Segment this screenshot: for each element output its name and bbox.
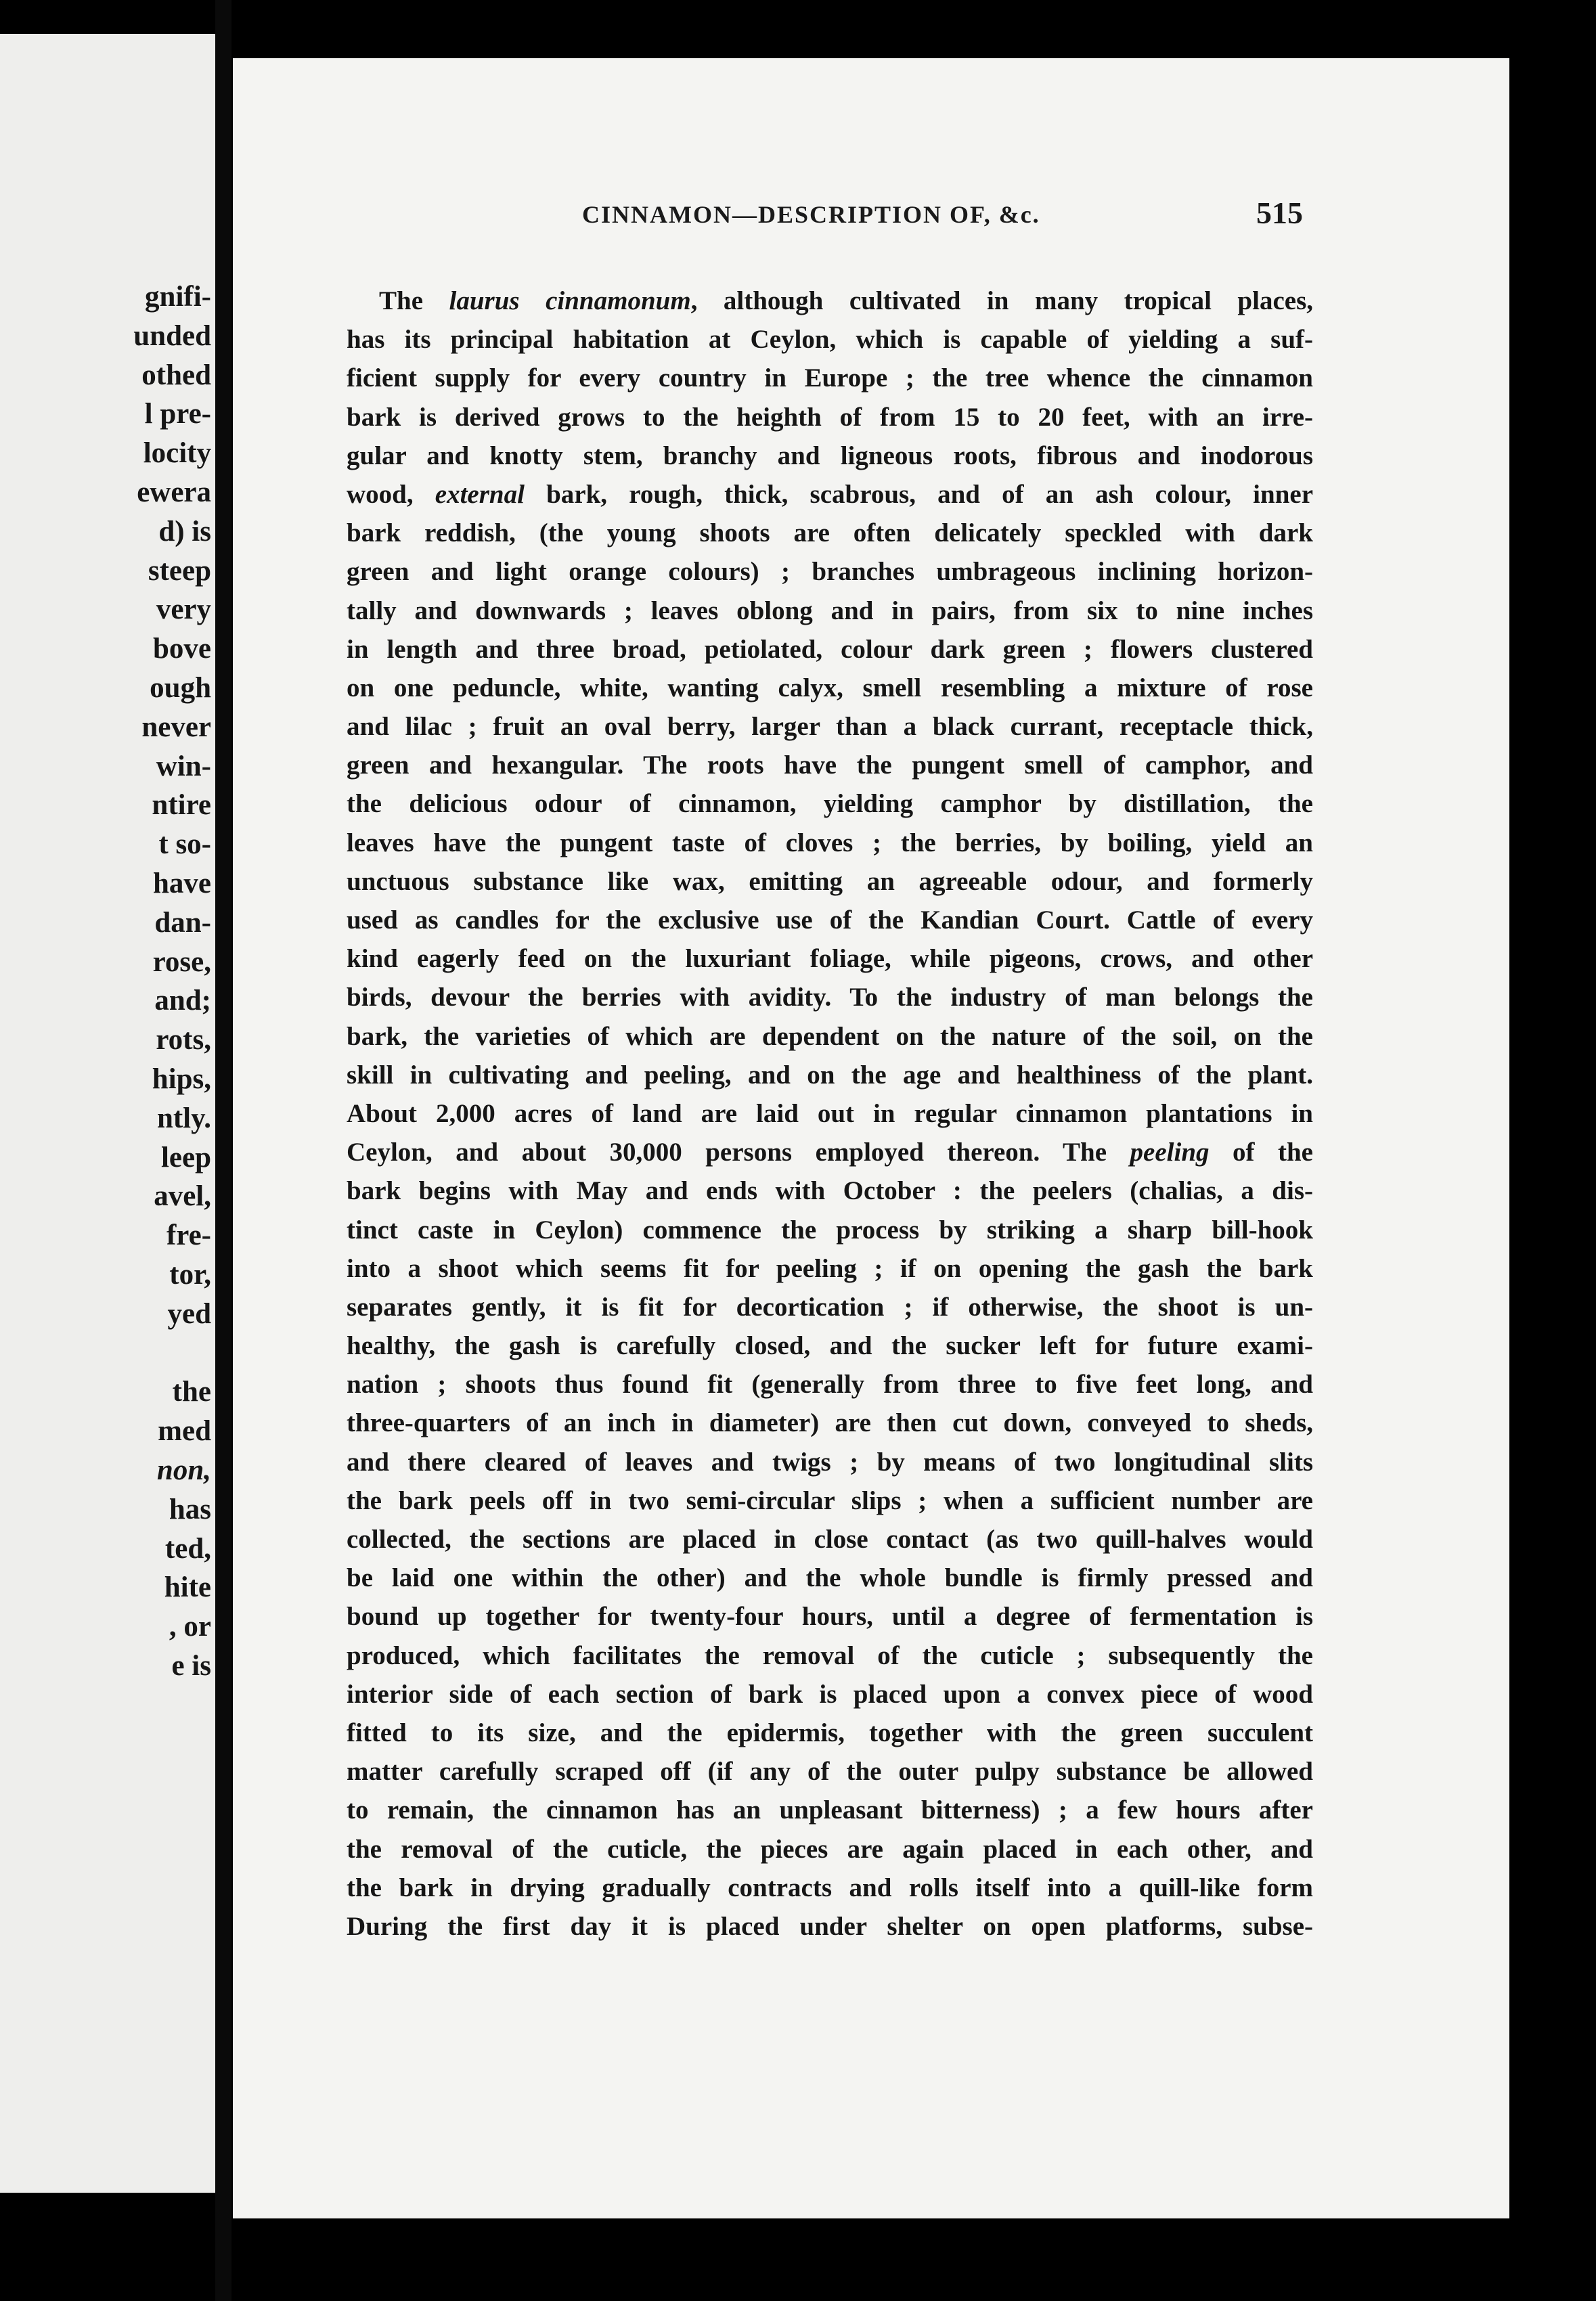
text-line — [347, 1017, 1313, 1056]
text-segment: of the — [1209, 1138, 1313, 1167]
left-page-fragment: leep — [160, 1141, 211, 1174]
text-segment: matter carefully scraped off (if any of the outer pulpy substance be allowed — [347, 1757, 1313, 1787]
text-segment: bark, rough, thick, scabrous, and of an ash colour, inner — [524, 479, 1313, 509]
left-page-fragment: have — [153, 867, 211, 899]
text-line — [347, 1211, 1313, 1249]
text-line — [347, 1133, 1313, 1171]
text-line — [347, 398, 1313, 437]
text-line — [347, 1791, 1313, 1829]
text-segment: leaves have the pungent taste of cloves ; the berries, by boiling, yield an — [347, 828, 1313, 857]
text-line — [347, 1520, 1313, 1559]
left-page-fragment: ntly. — [156, 1102, 211, 1134]
text-line — [347, 1869, 1313, 1907]
text-segment: collected, the sections are placed in close contact (as two quill-halves would — [347, 1525, 1313, 1554]
left-page-fragment: othed — [141, 359, 211, 391]
text-segment: fitted to its size, and the epidermis, together with the green succulent — [347, 1718, 1313, 1747]
text-line — [347, 320, 1313, 359]
text-line — [347, 746, 1313, 784]
left-page-fragment: ewera — [137, 476, 211, 508]
text-segment: and there cleared of leaves and twigs ; by means of two longitudinal slits — [347, 1447, 1313, 1477]
text-segment: interior side of each section of bark is placed upon a convex piece of wood — [347, 1679, 1313, 1709]
text-line — [347, 552, 1313, 591]
text-line — [347, 1752, 1313, 1791]
left-page-fragment: gnifi- — [145, 281, 211, 313]
text-line — [347, 359, 1313, 397]
text-segment: three-quarters of an inch in diameter) are then cut down, conveyed to sheds, — [347, 1408, 1313, 1438]
text-line — [347, 1830, 1313, 1869]
text-line — [347, 1404, 1313, 1442]
left-page-fragment: never — [141, 711, 211, 743]
left-page-fragment — [133, 1334, 211, 1373]
text-line — [347, 437, 1313, 475]
text-line — [347, 1597, 1313, 1636]
left-page-fragment: tor, — [169, 1258, 211, 1291]
text-segment: used as candles for the exclusive use of the Kandian Court. Cattle of every — [347, 906, 1313, 935]
left-page-fragment: and; — [154, 985, 211, 1017]
italic-term: external — [435, 479, 525, 509]
text-segment: bound up together for twenty-four hours, until a degree of fermentation is — [347, 1602, 1313, 1632]
text-segment: Ceylon, and about 30,000 persons employed thereon. The — [347, 1138, 1130, 1167]
text-segment: separates gently, it is fit for decortication ; if otherwise, the shoot is un- — [347, 1292, 1313, 1322]
left-page-fragment: rose, — [152, 945, 211, 978]
text-segment: During the first day it is placed under shelter on open platforms, subse- — [347, 1911, 1313, 1941]
text-segment: nation ; shoots thus found fit (generally from three to five feet long, and — [347, 1370, 1313, 1400]
text-segment: bark reddish, (the young shoots are often delicately speckled with dark — [347, 518, 1313, 548]
text-line — [347, 1714, 1313, 1752]
text-line — [347, 1094, 1313, 1133]
text-segment: the bark peels off in two semi-circular slips ; when a sufficient number are — [347, 1485, 1313, 1515]
left-page-fragment: fre- — [166, 1220, 211, 1252]
text-line — [347, 1249, 1313, 1288]
running-head: CINNAMON—DESCRIPTION OF, &c. — [582, 201, 1040, 228]
text-line — [347, 669, 1313, 707]
text-segment: into a shoot which seems fit for peeling ; if on opening the gash the bark — [347, 1253, 1313, 1283]
text-segment: bark begins with May and ends with October : the peelers (chalias, a dis- — [347, 1176, 1313, 1206]
left-page-fragment: the — [172, 1376, 211, 1408]
left-page-fragment: ough — [150, 671, 211, 704]
left-page — [0, 34, 215, 2193]
text-segment: ficient supply for every country in Europe ; the tree whence the cinnamon — [347, 363, 1313, 393]
text-segment: green and light orange colours) ; branches umbrageous inclining horizon- — [347, 557, 1313, 587]
left-page-fragment: rots, — [156, 1024, 211, 1056]
left-page-fragment: ted, — [164, 1532, 211, 1565]
text-segment: on one peduncle, white, wanting calyx, smell resembling a mixture of rose — [347, 673, 1313, 702]
text-segment: tinct caste in Ceylon) commence the process by striking a sharp bill-hook — [347, 1215, 1313, 1245]
text-line — [347, 1326, 1313, 1365]
text-line — [347, 514, 1313, 552]
text-segment: birds, devour the berries with avidity. To the industry of man belongs the — [347, 983, 1313, 1012]
left-page-fragment: med — [158, 1415, 211, 1448]
left-page-fragment: very — [156, 594, 211, 626]
text-segment: The — [379, 286, 449, 315]
left-page-fragment: e is — [171, 1649, 211, 1682]
text-segment: be laid one within the other) and the whole bundle is firmly pressed and — [347, 1563, 1313, 1593]
text-segment: tally and downwards ; leaves oblong and in pairs, from six to nine inches — [347, 596, 1313, 625]
text-line — [347, 1365, 1313, 1404]
text-segment: kind eagerly feed on the luxuriant foliage, while pigeons, crows, and other — [347, 944, 1313, 974]
left-page-fragment: d) is — [158, 515, 211, 548]
page-number: 515 — [1256, 196, 1303, 230]
text-segment: gular and knotty stem, branchy and ligneous roots, fibrous and inodorous — [347, 441, 1313, 470]
text-segment: skill in cultivating and peeling, and on the age and healthiness of the plant. — [347, 1060, 1313, 1090]
left-page-fragment: yed — [167, 1297, 211, 1330]
left-page-fragment: hite — [164, 1571, 211, 1604]
left-page-fragment: unded — [133, 319, 211, 352]
text-line — [347, 824, 1313, 862]
text-segment: healthy, the gash is carefully closed, and the sucker left for future exami- — [347, 1331, 1313, 1361]
text-segment: green and hexangular. The roots have the pungent smell of camphor, and — [347, 751, 1313, 780]
left-page-fragment: avel, — [154, 1180, 211, 1213]
text-line — [347, 1171, 1313, 1210]
left-page-fragment: has — [169, 1493, 211, 1525]
text-segment: the delicious odour of cinnamon, yielding camphor by distillation, the — [347, 789, 1313, 819]
text-segment: the bark in drying gradually contracts and rolls itself into a quill-like form — [347, 1873, 1313, 1902]
left-page-fragment: win- — [156, 750, 211, 782]
left-page-fragment: l pre- — [144, 398, 211, 430]
text-segment: produced, which facilitates the removal of the cuticle ; subsequently the — [347, 1640, 1313, 1670]
text-line — [347, 901, 1313, 939]
left-page-fragment: locity — [143, 437, 211, 470]
text-segment: to remain, the cinnamon has an unpleasant bitterness) ; a few hours after — [347, 1795, 1313, 1825]
italic-term: peeling — [1130, 1138, 1210, 1167]
left-page-fragment: hips, — [152, 1063, 211, 1095]
text-segment: bark is derived grows to the heighth of from 15 to 20 feet, with an irre- — [347, 402, 1313, 432]
text-segment: has its principal habitation at Ceylon, which is capable of yielding a suf- — [347, 325, 1313, 355]
left-page-fragment: non, — [156, 1454, 211, 1486]
left-page-fragment: t so- — [158, 828, 211, 861]
body-text — [347, 282, 1313, 1946]
text-segment: bark, the varieties of which are dependent on the nature of the soil, on the — [347, 1021, 1313, 1051]
text-segment: and lilac ; fruit an oval berry, larger than a black currant, receptacle thick, — [347, 712, 1313, 742]
italic-term: laurus cinnamonum — [449, 286, 691, 315]
text-line — [347, 784, 1313, 823]
book-gutter — [215, 0, 231, 2301]
text-segment: the removal of the cuticle, the pieces are again placed in each other, and — [347, 1834, 1313, 1864]
left-page-fragment: ntire — [152, 789, 211, 822]
text-segment: unctuous substance like wax, emitting an agreeable odour, and formerly — [347, 866, 1313, 896]
text-line — [347, 1443, 1313, 1481]
left-page-fragment: dan- — [154, 906, 211, 939]
page-header — [233, 196, 1509, 241]
text-line — [347, 1907, 1313, 1946]
text-segment: wood, — [347, 479, 435, 509]
text-line — [347, 1559, 1313, 1597]
text-line — [347, 707, 1313, 746]
left-page-fragment: , or — [169, 1611, 211, 1643]
text-segment: About 2,000 acres of land are laid out in regular cinnamon plantations in — [347, 1098, 1313, 1128]
text-line — [347, 282, 1313, 320]
text-line — [347, 978, 1313, 1017]
left-page-fragment: bove — [153, 633, 211, 665]
text-segment: in length and three broad, petiolated, colour dark green ; flowers clustered — [347, 634, 1313, 664]
text-line — [347, 1675, 1313, 1714]
right-page — [233, 58, 1509, 2218]
text-line — [347, 630, 1313, 669]
text-line — [347, 591, 1313, 630]
left-page-text-fragments — [133, 277, 211, 1686]
text-line — [347, 939, 1313, 978]
text-line — [347, 1056, 1313, 1094]
text-segment: , although cultivated in many tropical places, — [690, 286, 1313, 315]
text-line — [347, 1636, 1313, 1675]
text-line — [347, 862, 1313, 901]
text-line — [347, 1481, 1313, 1520]
text-line — [347, 475, 1313, 514]
text-line — [347, 1288, 1313, 1326]
left-page-fragment: steep — [148, 554, 211, 587]
